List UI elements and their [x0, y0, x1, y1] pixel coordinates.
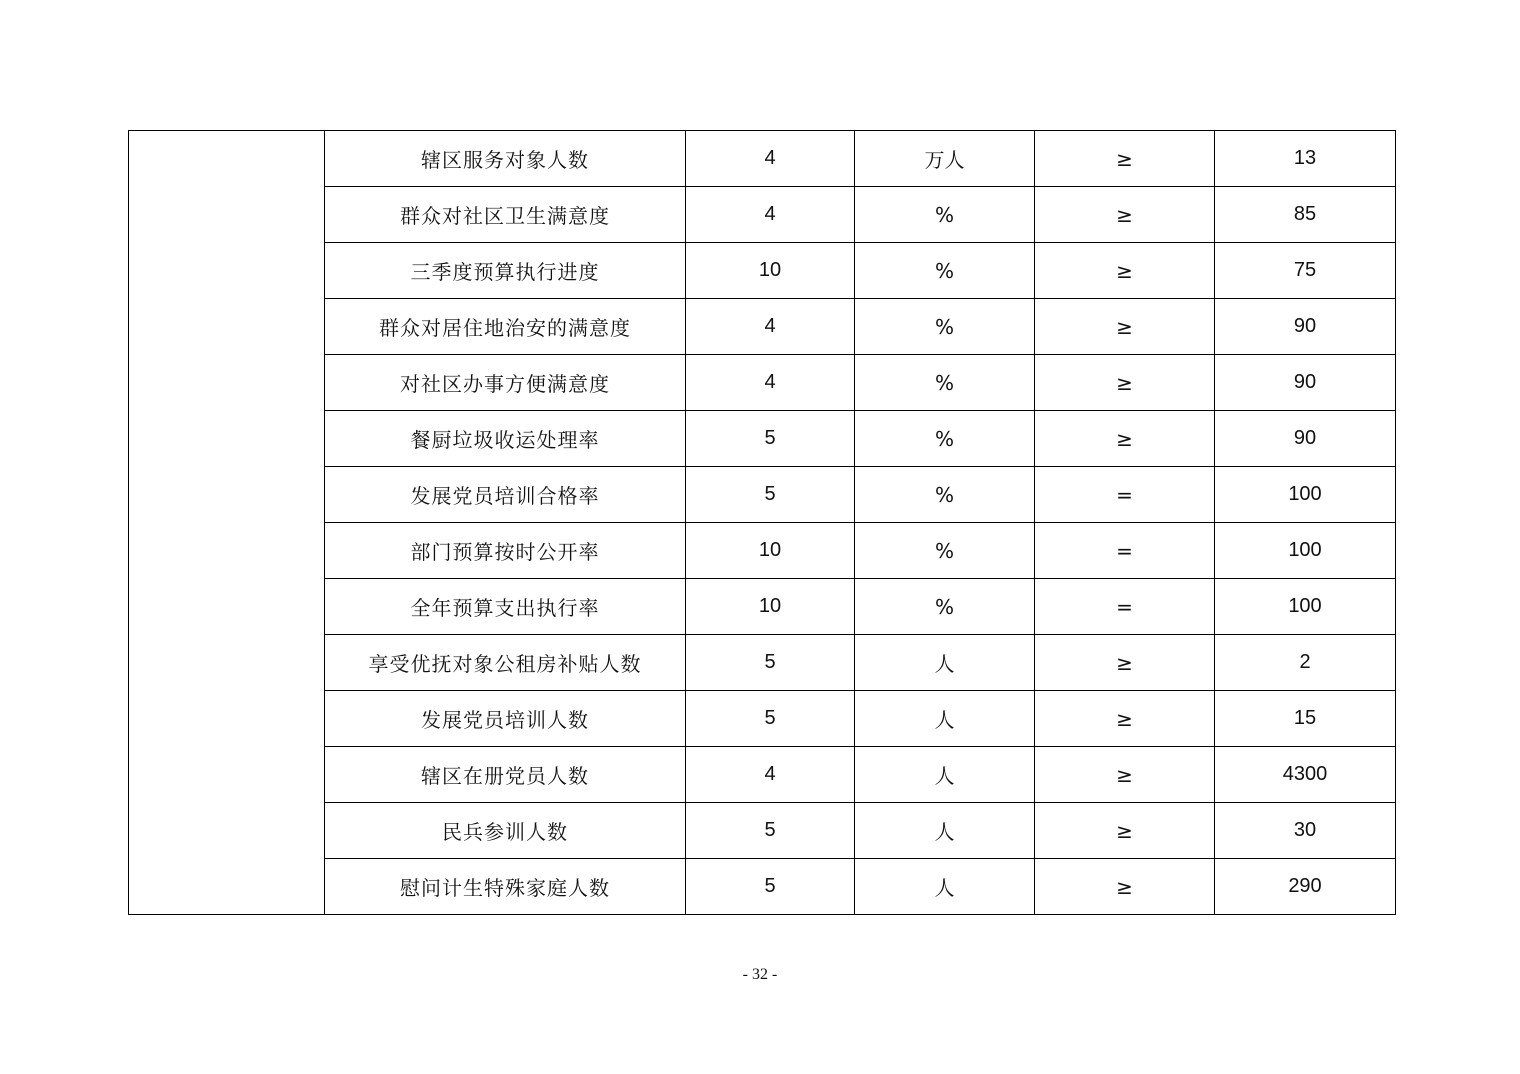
indicator-name-cell: 餐厨垃圾收运处理率 — [325, 411, 686, 467]
indicator-name-cell: 群众对居住地治安的满意度 — [325, 299, 686, 355]
indicator-name-cell: 民兵参训人数 — [325, 803, 686, 859]
weight-cell: 4 — [686, 355, 855, 411]
indicator-name-cell: 享受优抚对象公租房补贴人数 — [325, 635, 686, 691]
unit-cell: 人 — [855, 859, 1035, 915]
target-value-cell: 290 — [1215, 859, 1396, 915]
operator-cell: ≥ — [1035, 635, 1215, 691]
weight-cell: 5 — [686, 467, 855, 523]
target-value-cell: 75 — [1215, 243, 1396, 299]
unit-cell: % — [855, 523, 1035, 579]
operator-cell: ≥ — [1035, 299, 1215, 355]
operator-cell: ≥ — [1035, 859, 1215, 915]
target-value-cell: 100 — [1215, 523, 1396, 579]
unit-cell: % — [855, 411, 1035, 467]
operator-cell: = — [1035, 579, 1215, 635]
target-value-cell: 4300 — [1215, 747, 1396, 803]
target-value-cell: 2 — [1215, 635, 1396, 691]
unit-cell: % — [855, 243, 1035, 299]
unit-cell: 人 — [855, 747, 1035, 803]
operator-cell: = — [1035, 467, 1215, 523]
unit-cell: % — [855, 355, 1035, 411]
weight-cell: 10 — [686, 579, 855, 635]
target-value-cell: 100 — [1215, 579, 1396, 635]
target-value-cell: 13 — [1215, 131, 1396, 187]
weight-cell: 4 — [686, 299, 855, 355]
indicator-name-cell: 发展党员培训合格率 — [325, 467, 686, 523]
target-value-cell: 85 — [1215, 187, 1396, 243]
weight-cell: 5 — [686, 803, 855, 859]
table-body — [129, 131, 1396, 915]
indicator-name-cell: 对社区办事方便满意度 — [325, 355, 686, 411]
weight-cell: 10 — [686, 243, 855, 299]
operator-cell: ≥ — [1035, 803, 1215, 859]
target-value-cell: 15 — [1215, 691, 1396, 747]
operator-cell: ≥ — [1035, 411, 1215, 467]
target-value-cell: 90 — [1215, 355, 1396, 411]
operator-cell: ≥ — [1035, 131, 1215, 187]
target-value-cell: 90 — [1215, 299, 1396, 355]
performance-indicator-table — [128, 130, 1396, 915]
weight-cell: 4 — [686, 187, 855, 243]
indicator-name-cell: 辖区在册党员人数 — [325, 747, 686, 803]
indicator-name-cell: 慰问计生特殊家庭人数 — [325, 859, 686, 915]
unit-cell: 人 — [855, 691, 1035, 747]
target-value-cell: 30 — [1215, 803, 1396, 859]
weight-cell: 5 — [686, 859, 855, 915]
indicator-name-cell: 辖区服务对象人数 — [325, 131, 686, 187]
indicator-name-cell: 全年预算支出执行率 — [325, 579, 686, 635]
indicator-name-cell: 三季度预算执行进度 — [325, 243, 686, 299]
unit-cell: % — [855, 579, 1035, 635]
unit-cell: % — [855, 299, 1035, 355]
weight-cell: 4 — [686, 747, 855, 803]
unit-cell: 人 — [855, 635, 1035, 691]
indicator-name-cell: 群众对社区卫生满意度 — [325, 187, 686, 243]
page-number: - 32 - — [742, 966, 778, 983]
category-cell — [129, 131, 325, 915]
operator-cell: = — [1035, 523, 1215, 579]
operator-cell: ≥ — [1035, 747, 1215, 803]
table-row — [129, 131, 1396, 187]
unit-cell: 万人 — [855, 131, 1035, 187]
unit-cell: % — [855, 467, 1035, 523]
indicator-name-cell: 发展党员培训人数 — [325, 691, 686, 747]
weight-cell: 5 — [686, 635, 855, 691]
unit-cell: 人 — [855, 803, 1035, 859]
operator-cell: ≥ — [1035, 187, 1215, 243]
target-value-cell: 90 — [1215, 411, 1396, 467]
weight-cell: 5 — [686, 691, 855, 747]
unit-cell: % — [855, 187, 1035, 243]
weight-cell: 4 — [686, 131, 855, 187]
indicator-name-cell: 部门预算按时公开率 — [325, 523, 686, 579]
operator-cell: ≥ — [1035, 243, 1215, 299]
weight-cell: 10 — [686, 523, 855, 579]
target-value-cell: 100 — [1215, 467, 1396, 523]
operator-cell: ≥ — [1035, 691, 1215, 747]
operator-cell: ≥ — [1035, 355, 1215, 411]
weight-cell: 5 — [686, 411, 855, 467]
